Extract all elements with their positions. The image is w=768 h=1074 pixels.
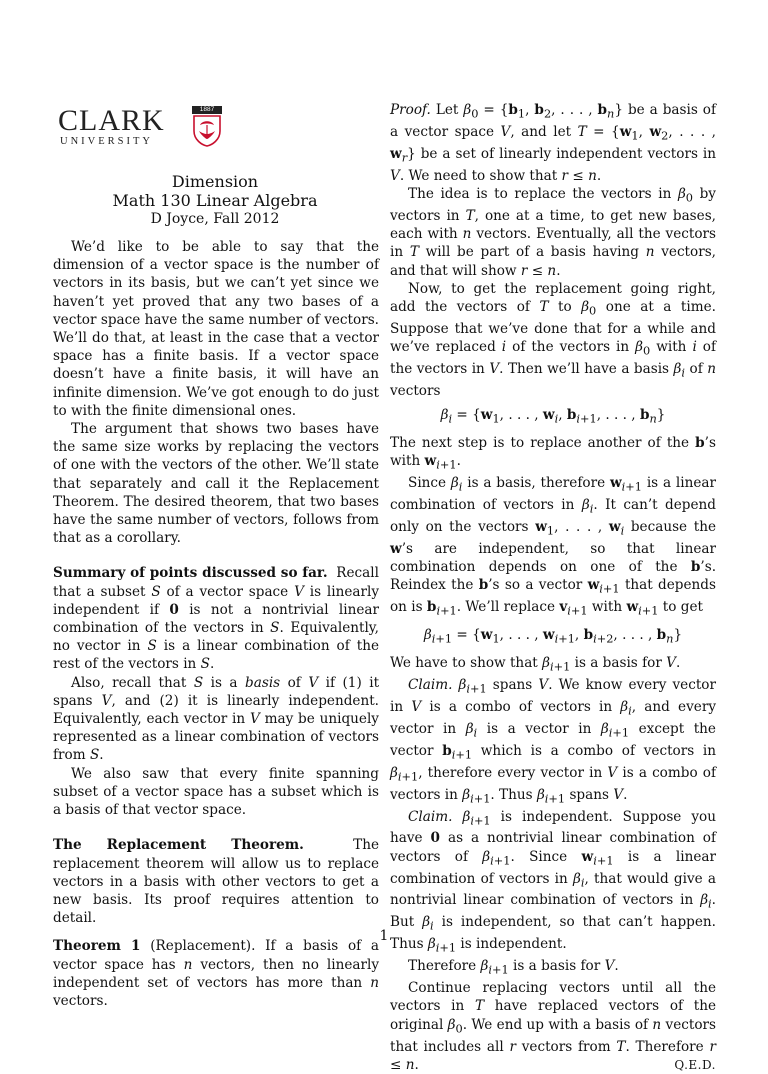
claim-2: Claim. $\beta_{i+1}$ is independent. Suppose you have 0 as a nontrivial linear combination of vectors of $\beta_{i+1}$. Since $w_{i+1}$ is a linear combination of vectors in $\beta_i$, that would give a nontrivial linear combination of vectors in $\beta_i$. But $\beta_i$ is independent, so that can’t happen. Thus $\beta_{i+1}$ is independent.	[390, 808, 717, 956]
summary-paragraph-1: Summary of points discussed so far. Recall that a subset S of a vector space V is linearly independent if 0 is not a nontrivial linear combination of the vectors in S. Equivalently, no vector in S is a linear combination of the rest of the vectors in S.	[53, 565, 380, 673]
replacement-paragraph: The Replacement Theorem. The replacement theorem will allow us to replace vectors in a basis with other vectors to get a new basis. Its proof requires attention to detail.	[53, 837, 379, 927]
argument-paragraph: The argument that shows two bases have the same size works by replacing the vectors of one with the vectors of the other. We’ll state that separately and call it the Replacement Theorem. The desired theorem, that two bases have the same number of vectors, follows from that as a corollary.	[53, 421, 379, 547]
page-number: 1	[379, 928, 389, 944]
equation-beta-i-plus-1: $\beta_{i+1} = \{w_1$, . . . , $w_{i+1}$, $b_{i+2}$, . . . , $b_n$}	[423, 627, 683, 646]
replacement-heading: The Replacement Theorem.	[53, 837, 304, 854]
continue-paragraph: Continue replacing vectors until all the vectors in T have replaced vectors of the original $\beta_0$. We end up with a basis of n vectors that includes all r vectors from T. Therefore r ≤ n. Q.E.D.	[390, 980, 716, 1073]
clark-university-logo	[58, 104, 215, 147]
claim-label: Claim.	[408, 676, 453, 693]
equation-beta-i: $\beta_i = \{w_1$, . . . , $w_i$, $b_{i+1}$, . . . , $b_n$}	[440, 407, 666, 426]
logo-name: CLARK	[58, 104, 165, 137]
page-title: Dimension	[171, 172, 259, 191]
proof-paragraph: Proof. Let $\beta_0 = \{b_1$, $b_2$, . . . , $b_n$} be a basis of a vector space V, and let $T = \{w_1$, $w_2$, . . . , $w_r$} be a set of linearly independent vectors in V. We need to show that r ≤ n.	[390, 102, 716, 184]
therefore-paragraph: Therefore $\beta_{i+1}$ is a basis for V.	[408, 958, 619, 977]
summary-paragraph-3: We also saw that every finite spanning subset of a vector space has a subset which is a basis of that vector space.	[53, 765, 379, 819]
course-title: Math 130 Linear Algebra	[112, 191, 318, 210]
since-paragraph: Since $\beta_i$ is a basis, therefore $w_{i+1}$ is a linear combination of vectors in $\beta_i$. It can’t depend only on the vectors $w_1$, . . . , $w_i$ because the w’s are independent, so that linear combination depends on one of the b’s. Reindex the b’s so a vector $w_{i+1}$ that depends on is $b_{i+1}$. We’ll replace $v_{i+1}$ with $w_{i+1}$ to get	[390, 475, 717, 618]
logo-year: 1887	[192, 106, 222, 114]
intro-paragraph: We’d like to be able to say that the dimension of a vector space is the number of vectors in its basis, but we can’t yet since we haven’t yet proved that any two bases of a vector space have the same number of vectors. We’ll do that, at least in the case that a vector space has a finite basis. If a vector space doesn’t have a finite basis, it will have an infinite dimension. We’ve got enough to do just to with the finite dimensional ones.	[53, 239, 379, 419]
qed-mark: Q.E.D.	[674, 1057, 716, 1072]
claim-label-2: Claim.	[408, 808, 453, 825]
theorem-1: Theorem 1 (Replacement). If a basis of a vector space has n vectors, then no linearly independent set of vectors has more than n vectors.	[53, 938, 380, 1009]
now-paragraph: Now, to get the replacement going right, add the vectors of T to $\beta_0$ one at a time. Suppose that we’ve done that for a while and we’ve replaced i of the vectors in $\beta_0$ with i of the vectors in V. Then we’ll have a basis $\beta_i$ of n vectors	[390, 280, 717, 399]
claim-1: Claim. $\beta_{i+1}$ spans V. We know every vector in V is a combo of vectors in $\beta_i$, and every vector in $\beta_i$ is a vector in $\beta_{i+1}$ except the vector $b_{i+1}$ which is a combo of vectors in $\beta_{i+1}$, therefore every vector in V is a combo of vectors in $\beta_{i+1}$. Thus $\beta_{i+1}$ spans V.	[390, 676, 717, 806]
left-column	[53, 238, 379, 1010]
summary-paragraph-2: Also, recall that S is a basis of V if (1) it spans V, and (2) it is linearly independent. Equivalently, each vector in V may be uniquely represented as a linear combination of vectors from S.	[53, 674, 380, 764]
proof-label: Proof.	[390, 102, 431, 118]
summary-heading: Summary of points discussed so far.	[53, 565, 328, 582]
theorem-label: Theorem 1	[53, 938, 141, 955]
author-line: D Joyce, Fall 2012	[150, 211, 280, 227]
logo-subtitle: UNIVERSITY	[60, 136, 153, 147]
next-paragraph: The next step is to replace another of the b’s with $w_{i+1}$.	[390, 435, 716, 472]
title-block	[50, 172, 380, 229]
idea-paragraph: The idea is to replace the vectors in $\beta_0$ by vectors in T, one at a time, to get new bases, each with n vectors. Eventually, all the vectors in T will be part of a basis having n vectors, and that will show r ≤ n.	[390, 185, 717, 279]
shield-icon	[192, 115, 222, 147]
show-paragraph: We have to show that $\beta_{i+1}$ is a basis for V.	[390, 655, 681, 674]
